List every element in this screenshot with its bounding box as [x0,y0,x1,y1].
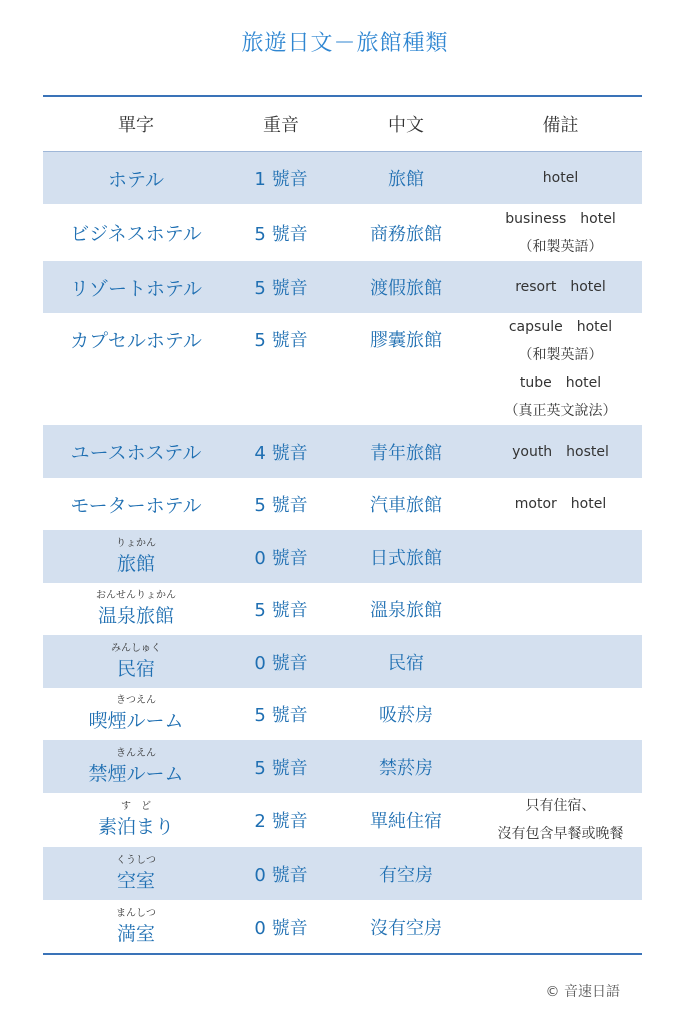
word-cell [43,425,229,478]
word-cell [43,204,229,261]
word-text: ユースホステル [70,442,202,464]
note-line: tube hotel [519,375,602,391]
chinese-cell: 商務旅館 [370,223,442,245]
note-line: 只有住宿、 [525,798,596,814]
pitch-cell: 5 號音 [254,705,308,726]
pitch-cell: 1 號音 [254,169,308,190]
pitch-cell: 5 號音 [254,330,308,351]
table-row [43,478,642,530]
table-row [43,688,642,740]
notes-cell [479,847,642,900]
word-cell [43,583,229,635]
word-text: 旅館 [116,552,155,575]
word-text: リゾートホテル [69,277,203,300]
note-line: motor hotel [514,496,607,512]
notes-cell [479,261,642,313]
word-text: 温泉旅館 [97,605,174,627]
chinese-cell: 溫泉旅館 [370,600,442,621]
table-row [43,740,642,793]
chinese-cell: 膠囊旅館 [370,330,442,351]
word-cell [43,635,229,688]
hotel-types-table [43,95,642,955]
chinese-cell: 汽車旅館 [370,495,442,516]
word-text: 空室 [116,869,155,892]
note-line: capsule hotel [508,319,613,335]
notes-cell [479,740,642,793]
copyright-text: © 音速日語 [545,984,620,1000]
chinese-cell: 旅館 [388,169,424,190]
notes-cell [479,688,642,740]
word-cell [43,900,229,953]
furigana: くうしつ [116,854,156,866]
pitch-cell: 0 號音 [254,917,308,939]
table-row [43,152,642,204]
furigana: みんしゅく [111,642,161,654]
notes-cell [479,425,642,478]
table-bottom-rule [43,953,642,955]
table-row [43,583,642,635]
notes-cell [479,583,642,635]
notes-cell [479,313,642,425]
notes-cell [479,530,642,583]
table-header [43,97,642,152]
page-title: 旅遊日文－旅館種類 [241,31,449,56]
furigana: きんえん [115,747,156,759]
header-pitch: 重音 [263,115,299,136]
note-line: youth hostel [512,443,609,460]
notes-cell [479,152,642,204]
pitch-cell: 5 號音 [254,600,308,621]
word-text: モーターホテル [70,494,202,517]
word-text: 民宿 [116,657,155,680]
table-row [43,425,642,478]
chinese-cell: 沒有空房 [370,917,442,939]
word-cell [43,261,229,313]
chinese-cell: 吸菸房 [379,705,433,726]
furigana: おんせんりょかん [96,590,176,601]
table-row [43,635,642,688]
pitch-cell: 5 號音 [254,223,308,245]
chinese-cell: 日式旅館 [370,547,442,569]
chinese-cell: 單純住宿 [370,811,442,832]
pitch-cell: 0 號音 [254,652,308,674]
note-line: 沒有包含早餐或晚餐 [497,826,624,842]
table-row [43,530,642,583]
table-body [43,152,642,953]
word-text: ホテル [107,168,165,191]
chinese-cell: 青年旅館 [370,442,442,464]
word-cell [43,847,229,900]
notes-cell [479,478,642,530]
word-text: 喫煙ルーム [88,710,184,732]
pitch-cell: 5 號音 [254,757,308,779]
furigana: まんしつ [116,907,156,919]
header-word: 單字 [118,115,154,136]
pitch-cell: 2 號音 [254,811,308,832]
furigana: す ど [120,801,151,812]
word-cell [43,152,229,204]
chinese-cell: 禁菸房 [379,757,433,779]
pitch-cell: 4 號音 [254,442,308,464]
word-text: 禁煙ルーム [88,762,184,785]
note-line: resort hotel [515,279,606,295]
note-line: （和製英語） [518,238,603,255]
word-cell [43,478,229,530]
note-line: （和製英語） [518,347,603,363]
notes-cell [479,204,642,261]
notes-cell [479,900,642,953]
word-cell [43,793,229,847]
table-row [43,900,642,953]
pitch-cell: 0 號音 [254,547,308,569]
word-cell [43,530,229,583]
table-row [43,847,642,900]
furigana: りょかん [116,537,156,549]
notes-cell [479,793,642,847]
word-text: 素泊まり [97,816,174,838]
note-line: hotel [542,170,579,186]
chinese-cell: 渡假旅館 [370,278,442,299]
pitch-cell: 0 號音 [254,864,308,886]
note-line: （真正英文說法） [504,403,617,419]
word-text: カプセルホテル [70,329,202,352]
header-notes: 備註 [542,115,579,136]
notes-cell [479,635,642,688]
furigana: きつえん [115,695,156,706]
pitch-cell: 5 號音 [254,278,308,299]
table-row [43,204,642,261]
word-cell [43,313,229,365]
table-row [43,261,642,313]
pitch-cell: 5 號音 [254,495,308,516]
chinese-cell: 民宿 [388,652,424,674]
header-chinese: 中文 [388,115,424,136]
chinese-cell: 有空房 [379,864,433,886]
word-cell [43,688,229,740]
word-cell [43,740,229,793]
note-line: business hotel [505,210,616,227]
word-text: ビジネスホテル [70,223,202,245]
table-row [43,793,642,847]
word-text: 満室 [116,922,155,945]
table-row [43,313,642,425]
